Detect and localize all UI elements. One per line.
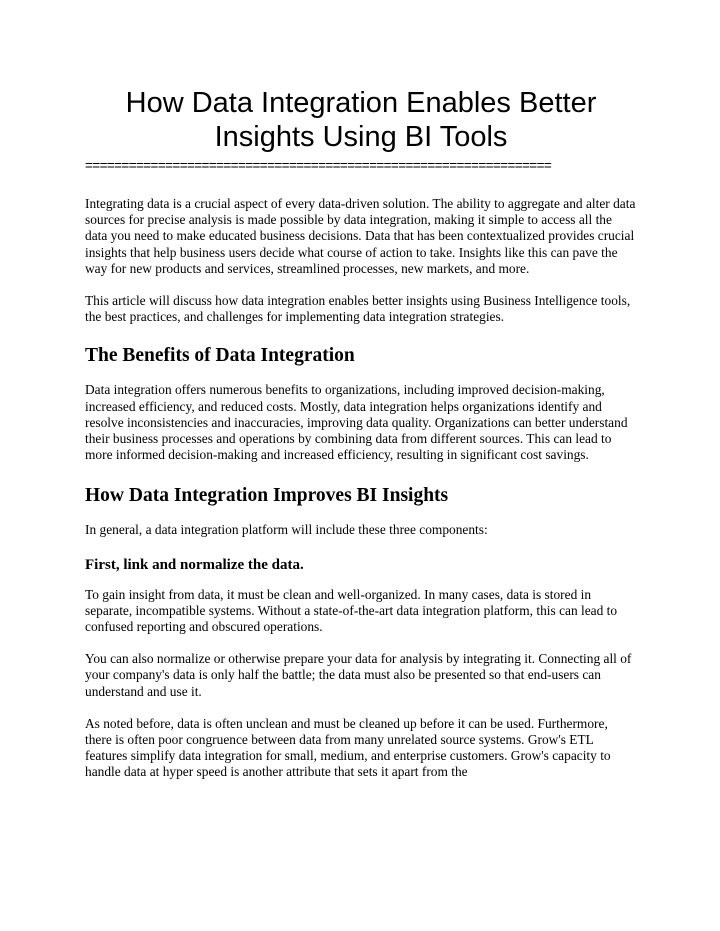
document-title: How Data Integration Enables Better Insights Using BI Tools	[125, 87, 597, 153]
benefits-paragraph: Data integration offers numerous benefits to organizations, including improved decision-making, increased efficiency, and reduced costs. Mostly, data integration helps organizations identify and resolve inconsistencies and inaccuracies, improving data quality. Organizations can better understand their business processes and operations by combining data from different sources. This can lead to more informed decision-making and increased efficiency, resulting in significant cost savings.	[85, 382, 628, 463]
link-normalize-subheading: First, link and normalize the data.	[85, 556, 304, 573]
improves-paragraph-2: To gain insight from data, it must be clean and well-organized. In many cases, data is stored in separate, incompatible systems. Without a state-of-the-art data integration platform, this can lead to confused reporting and obscured operations.	[85, 586, 618, 635]
intro-paragraph-2: This article will discuss how data integration enables better insights using Business Intelligence tools, the best practices, and challenges for implementing data integration strategies.	[85, 293, 631, 325]
improves-paragraph-3: You can also normalize or otherwise prepare your data for analysis by integrating it. Connecting all of your company's data is only half the battle; the data must also be presented so that end-users can understand and use it.	[85, 651, 632, 699]
intro-paragraph-1: Integrating data is a crucial aspect of every data-driven solution. The ability to aggregate and alter data sources for precise analysis is made possible by data integration, making it simple to access all the data you need to make educated business decisions. Data that has been contextualized provides crucial insights that help business users decide what course of action to take. Insights like this can pave the way for new products and services, streamlined processes, new markets, and more.	[85, 196, 636, 276]
improves-paragraph-1: In general, a data integration platform will include these three components:	[85, 522, 488, 538]
title-underline: ================================================================	[85, 158, 552, 173]
document-page	[85, 0, 637, 781]
improves-heading: How Data Integration Improves BI Insights	[85, 485, 449, 507]
benefits-heading: The Benefits of Data Integration	[85, 345, 355, 367]
improves-paragraph-4: As noted before, data is often unclean and must be cleaned up before it can be used. Furthermore, there is often poor congruence between data from many unrelated source systems. Grow's ETL features simplify data integration for small, medium, and enterprise customers. Grow's capacity to handle data at hyper speed is another attribute that sets it apart from the	[85, 715, 611, 780]
